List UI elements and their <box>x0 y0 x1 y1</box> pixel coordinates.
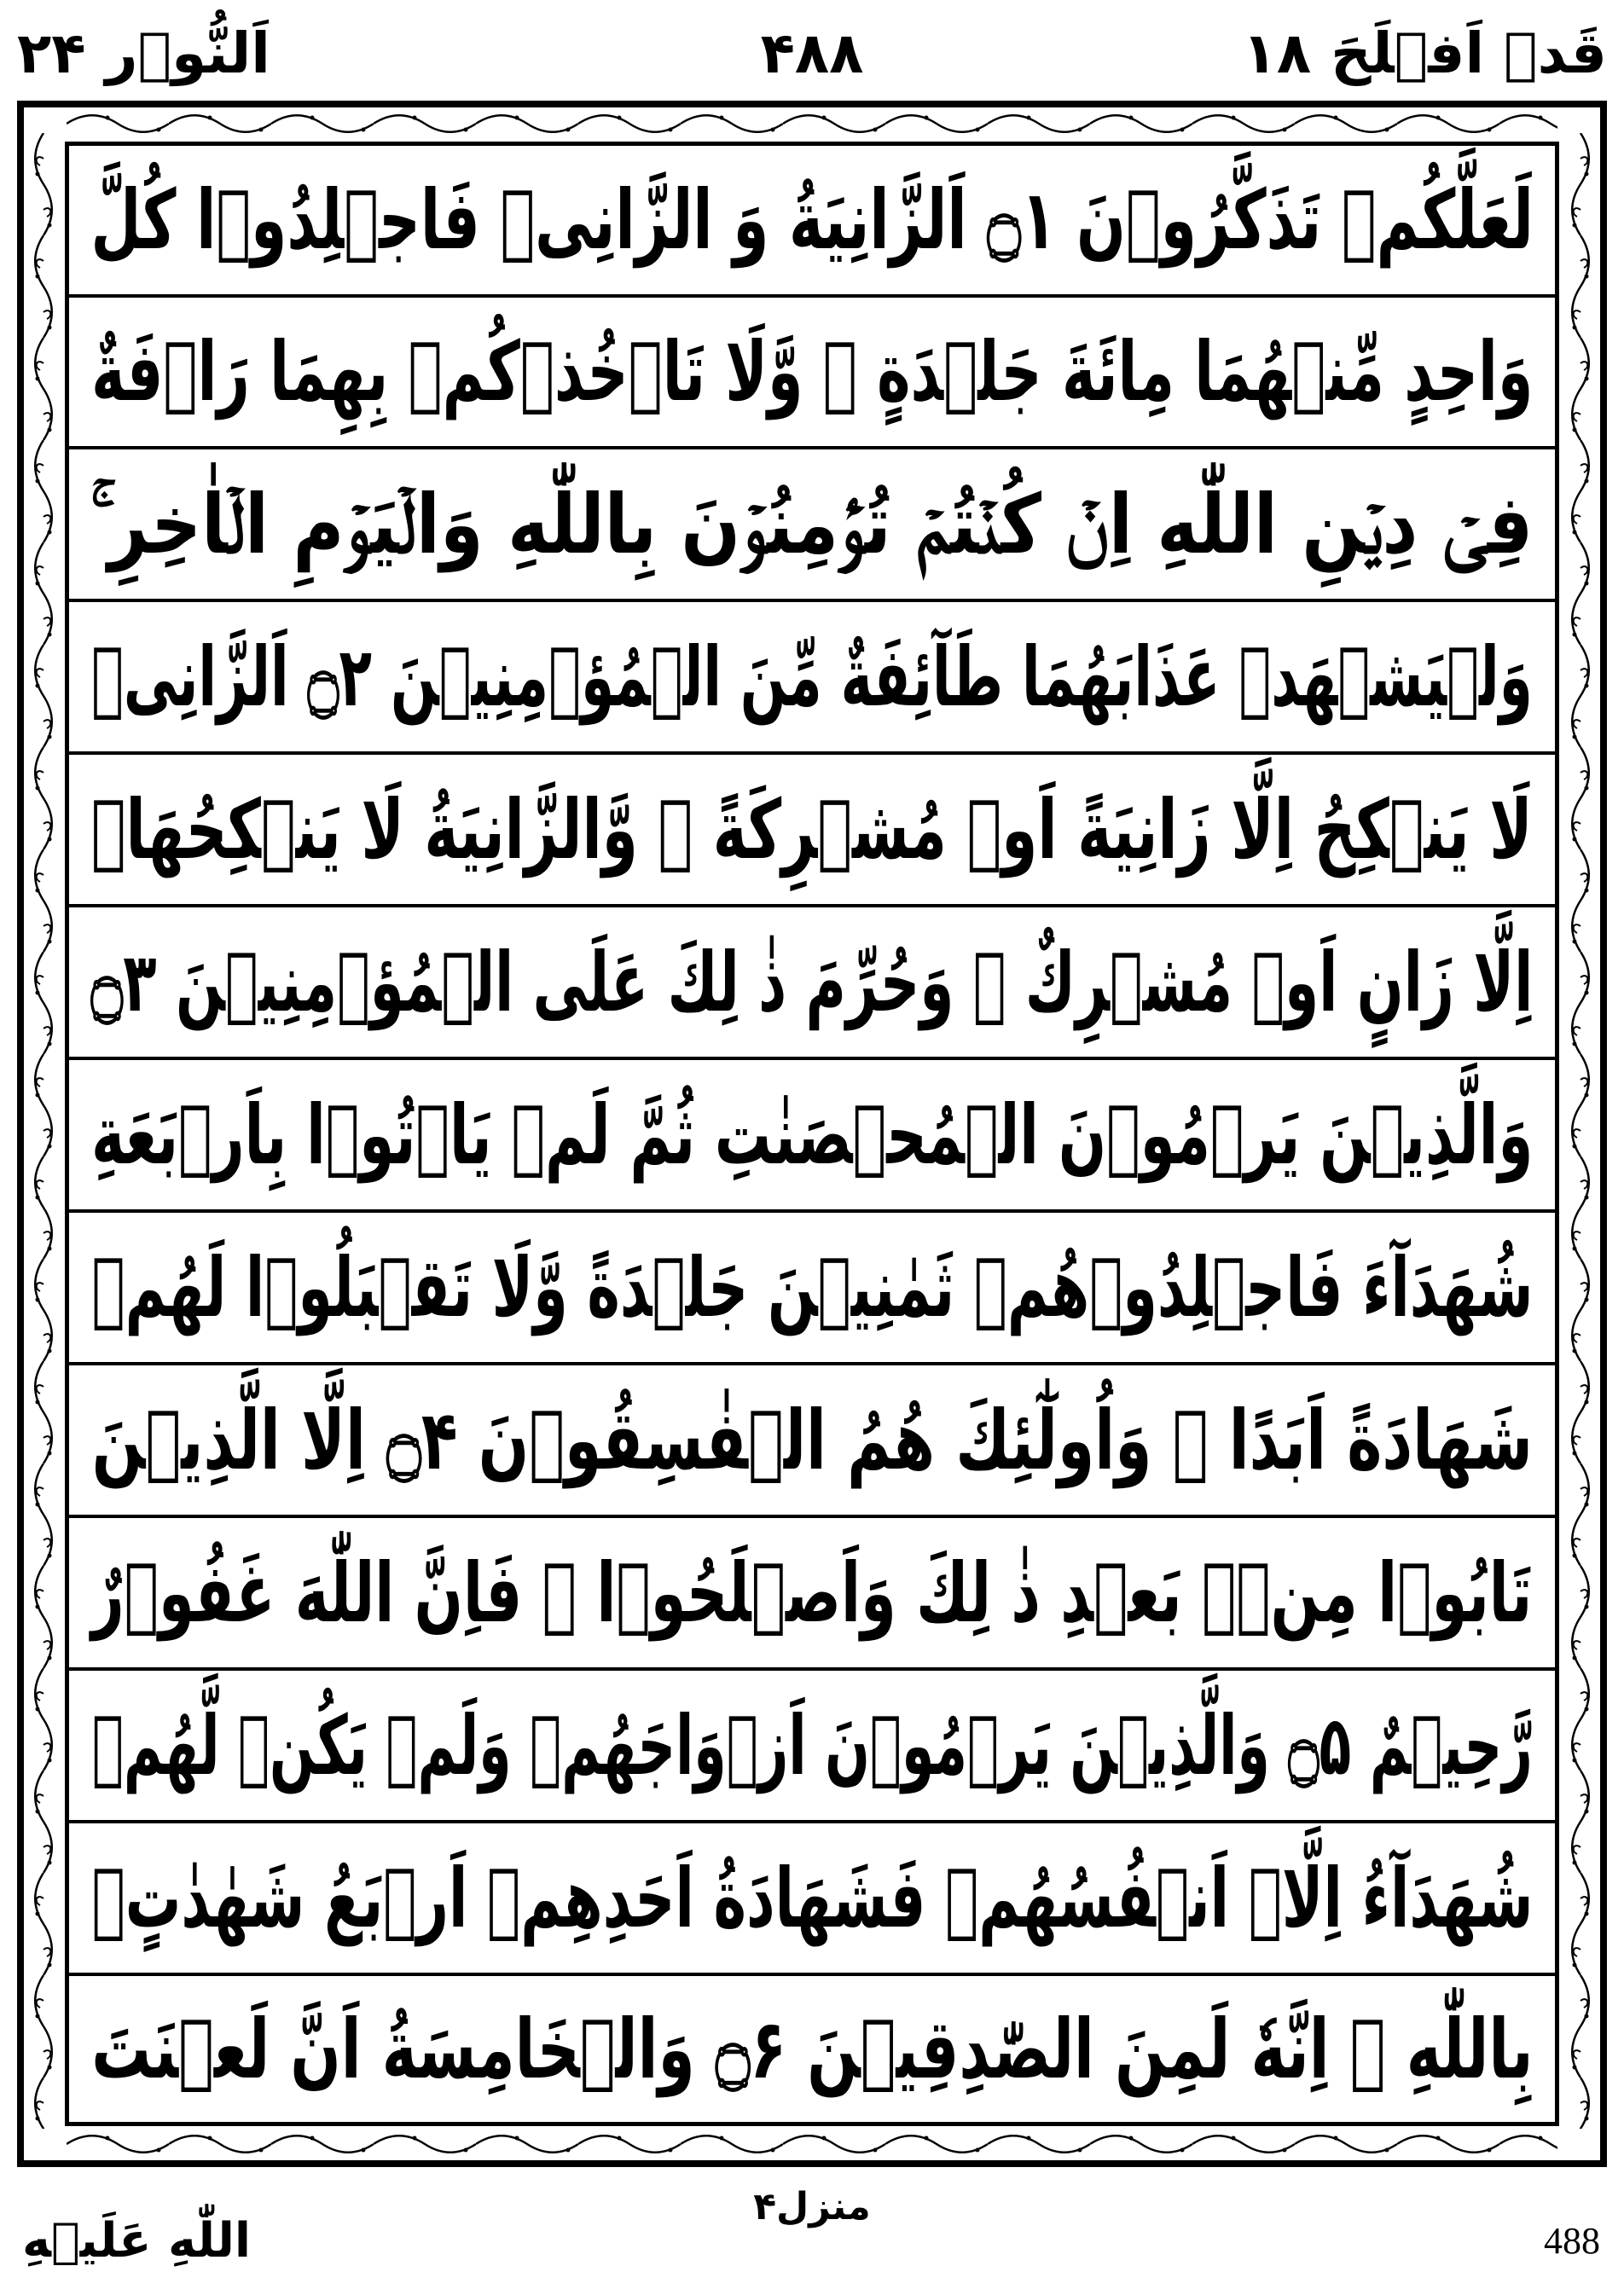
line-text: لَعَلَّكُمۡ تَذَكَّرُوۡنَ ۝۱ اَلزَّانِيَةُ وَ الزَّانِىۡ فَاجۡلِدُوۡا كُلَّ <box>90 172 1534 268</box>
line-text: شُهَدَآءُ اِلَّاۤ اَنۡفُسُهُمۡ فَشَهَادَةُ اَحَدِهِمۡ اَرۡبَعُ شَهٰدٰتٍۢ <box>91 1851 1533 1946</box>
line-text: فِىۡ دِيۡنِ اللّٰهِ اِنۡ كُنۡتُمۡ تُؤۡمِنُوۡنَ بِاللّٰهِ وَالۡيَوۡمِ الۡاٰخِرِ ۚ <box>90 477 1534 572</box>
manzil-marker: منزل۴ <box>753 2185 871 2228</box>
verse-lines <box>69 146 1555 2122</box>
text-block <box>65 142 1559 2126</box>
juz-title: قَدۡ اَفۡلَحَ ۱۸ <box>1242 20 1607 86</box>
text-line <box>69 1977 1555 2122</box>
bottom-border-ornament <box>67 2131 1557 2157</box>
text-line <box>69 1519 1555 1671</box>
line-text: بِاللّٰهِ ۙ اِنَّهٗ لَمِنَ الصّٰدِقِيۡنَ ۝۶ وَالۡخَامِسَةُ اَنَّ لَعۡنَتَ <box>90 2002 1534 2097</box>
line-text: تَابُوۡا مِنۡۢ بَعۡدِ ذٰ لِكَ وَاَصۡلَحُوۡا ۚ فَاِنَّ اللّٰهَ غَفُوۡرٌ <box>91 1545 1533 1641</box>
text-line <box>69 908 1555 1060</box>
left-border-ornament <box>29 133 58 2129</box>
page-border-frame <box>17 101 1607 2167</box>
page-header <box>0 15 1624 96</box>
text-line <box>69 1214 1555 1365</box>
text-line <box>69 146 1555 298</box>
text-line <box>69 1061 1555 1213</box>
line-text: وَلۡيَشۡهَدۡ عَذَابَهُمَا طَآئِفَةٌ مِّنَ الۡمُؤۡمِنِيۡنَ ۝۲ اَلزَّانِىۡ <box>91 629 1533 725</box>
line-text: وَالَّذِيۡنَ يَرۡمُوۡنَ الۡمُحۡصَنٰتِ ثُمَّ لَمۡ يَاۡتُوۡا بِاَرۡبَعَةِ <box>90 1087 1534 1183</box>
text-line <box>69 298 1555 449</box>
line-text: شُهَدَآءَ فَاجۡلِدُوۡهُمۡ ثَمٰنِيۡنَ جَلۡدَةً وَّلَا تَقۡبَلُوۡا لَهُمۡ <box>90 1240 1534 1336</box>
text-line <box>69 450 1555 602</box>
text-line <box>69 756 1555 907</box>
top-border-ornament <box>67 111 1557 136</box>
page-number-arabic: ۴۸۸ <box>760 20 864 86</box>
text-line <box>69 1366 1555 1518</box>
line-text: رَّحِيۡمٌ ۝۵ وَالَّذِيۡنَ يَرۡمُوۡنَ اَزۡوَاجَهُمۡ وَلَمۡ يَكُنۡ لَّهُمۡ <box>91 1698 1533 1794</box>
text-line <box>69 1672 1555 1823</box>
page-number-latin: 488 <box>1544 2220 1600 2262</box>
catchword: اللّٰهِ عَلَيۡهِ <box>22 2213 252 2269</box>
text-line <box>69 1824 1555 1976</box>
right-border-ornament <box>1566 133 1595 2129</box>
line-text: لَا يَنۡكِحُ اِلَّا زَانِيَةً اَوۡ مُشۡرِكَةً ۖ وَّالزَّانِيَةُ لَا يَنۡكِحُهَاۤ <box>91 782 1533 878</box>
line-text: شَهَادَةً اَبَدًا ۚ وَاُولٰٓئِكَ هُمُ الۡفٰسِقُوۡنَ ۝۴ اِلَّا الَّذِيۡنَ <box>91 1393 1533 1488</box>
surah-title: اَلنُّوۡر ۲۴ <box>17 20 270 86</box>
line-text: اِلَّا زَانٍ اَوۡ مُشۡرِكٌ ۚ وَحُرِّمَ ذٰ لِكَ عَلَى الۡمُؤۡمِنِيۡنَ ۝۳ <box>90 935 1534 1030</box>
text-line <box>69 603 1555 755</box>
line-text: وَاحِدٍ مِّنۡهُمَا مِائَةَ جَلۡدَةٍ ۖ وَّلَا تَاۡخُذۡكُمۡ بِهِمَا رَاۡفَةٌ <box>90 324 1534 420</box>
page-footer <box>0 2173 1624 2295</box>
